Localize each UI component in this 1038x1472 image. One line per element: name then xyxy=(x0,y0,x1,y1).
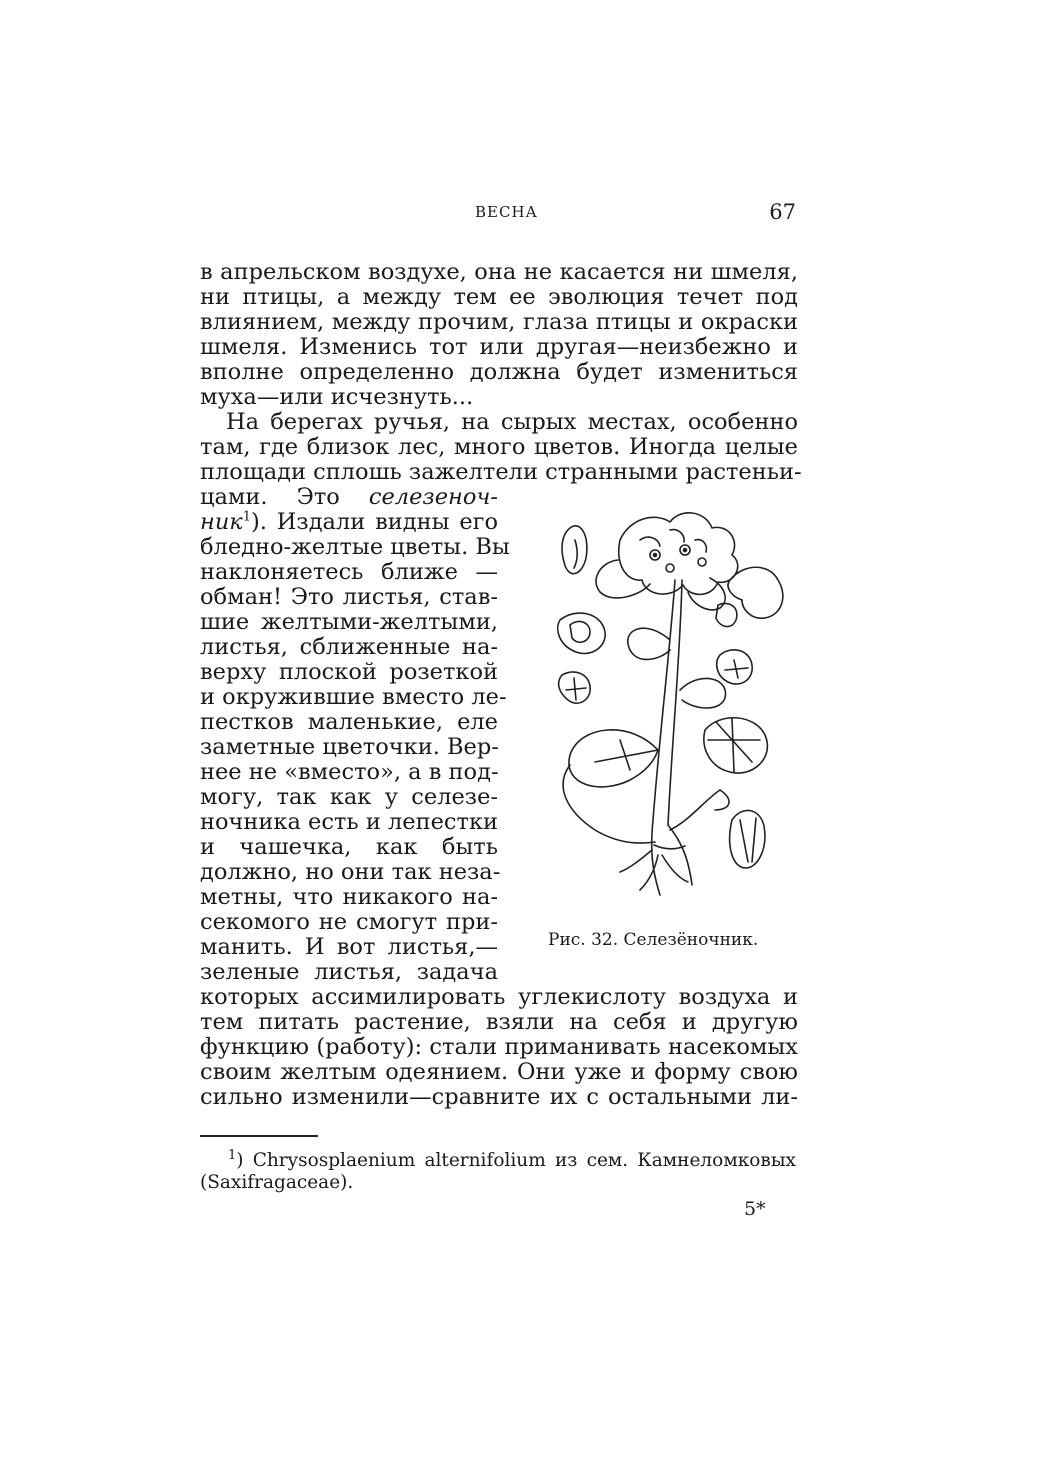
body-line: функцию (работу): стали приманивать насекомых xyxy=(200,1034,798,1060)
wrap-line: заметные цветочки. Вер- xyxy=(200,734,499,760)
plant-name-italic: селезеноч- xyxy=(368,484,498,510)
plant-name-italic: ник xyxy=(200,509,243,535)
wrap-line: обман! Это листья, став- xyxy=(200,584,498,610)
wrap-line: секомого не смогут при- xyxy=(200,909,498,935)
footnote-text: ) Chrysosplaenium alternifolium из сем. Камнеломковых xyxy=(236,1150,796,1171)
wrap-line: могу, так как у селезе- xyxy=(200,784,498,810)
body-line: площади сплошь зажелтели странными растеньи- xyxy=(200,459,802,485)
wrap-line: наклоняетесь ближе — xyxy=(200,559,498,585)
body-line: влиянием, между прочим, глаза птицы и окраски xyxy=(200,309,798,335)
wrap-line: верху плоской розеткой xyxy=(200,659,498,685)
wrap-line: и окружившие вместо ле- xyxy=(200,684,507,710)
wrap-line: должно, но они так неза- xyxy=(200,859,501,885)
body-line: На берегах ручья, на сырых местах, особенно xyxy=(226,409,798,435)
page-number: 67 xyxy=(769,200,796,224)
signature-mark: 5* xyxy=(744,1198,766,1220)
wrap-line: бледно-желтые цветы. Вы xyxy=(200,534,510,560)
body-line: в апрельском воздухе, она не касается ни шмеля, xyxy=(200,259,798,285)
plant-illustration xyxy=(520,500,810,920)
figure-caption: Рис. 32. Селезёночник. xyxy=(548,930,759,950)
wrap-line-second xyxy=(200,510,498,534)
wrap-text: цами. Это xyxy=(200,484,369,510)
wrap-line: манить. И вот листья,— xyxy=(200,934,498,960)
body-line: там, где близок лес, много цветов. Иногда целые xyxy=(200,434,798,460)
wrap-line-first xyxy=(200,485,498,509)
footnote-line: (Saxifragaceae). xyxy=(200,1172,354,1193)
body-line: шмеля. Изменись тот или другая—неизбежно и xyxy=(200,334,798,360)
body-line: тем питать растение, взяли на себя и другую xyxy=(200,1009,798,1035)
body-line: вполне определенно должна будет измениться xyxy=(200,359,798,385)
wrap-line: и чашечка, как быть xyxy=(200,834,498,860)
body-line: ни птицы, а между тем ее эволюция течет под xyxy=(200,284,798,310)
wrap-line: метны, что никакого на- xyxy=(200,884,498,910)
wrap-text: ). Издали видны его xyxy=(251,509,498,535)
footnote-rule xyxy=(200,1135,318,1137)
body-line: своим желтым одеянием. Они уже и форму свою xyxy=(200,1059,798,1085)
wrap-line: зеленые листья, задача xyxy=(200,959,498,985)
footnote-ref: 1 xyxy=(242,509,252,525)
body-line: которых ассимилировать углекислоту воздуха и xyxy=(200,984,798,1010)
body-line: сильно изменили—сравните их с остальными ли- xyxy=(200,1084,798,1110)
wrap-line: нее не «вместо», а в под- xyxy=(200,759,499,785)
footnote-line xyxy=(200,1147,796,1172)
running-title: ВЕСНА xyxy=(475,203,538,221)
wrap-line: ночника есть и лепестки xyxy=(200,809,498,835)
wrap-line: пестков маленькие, еле xyxy=(200,709,498,735)
footnote-marker: 1 xyxy=(228,1147,237,1163)
page-header xyxy=(200,200,798,233)
wrap-line: листья, сближенные на- xyxy=(200,634,498,660)
wrap-line: шие желтыми-желтыми, xyxy=(200,609,498,635)
body-line: муха—или исчезнуть... xyxy=(200,384,474,410)
